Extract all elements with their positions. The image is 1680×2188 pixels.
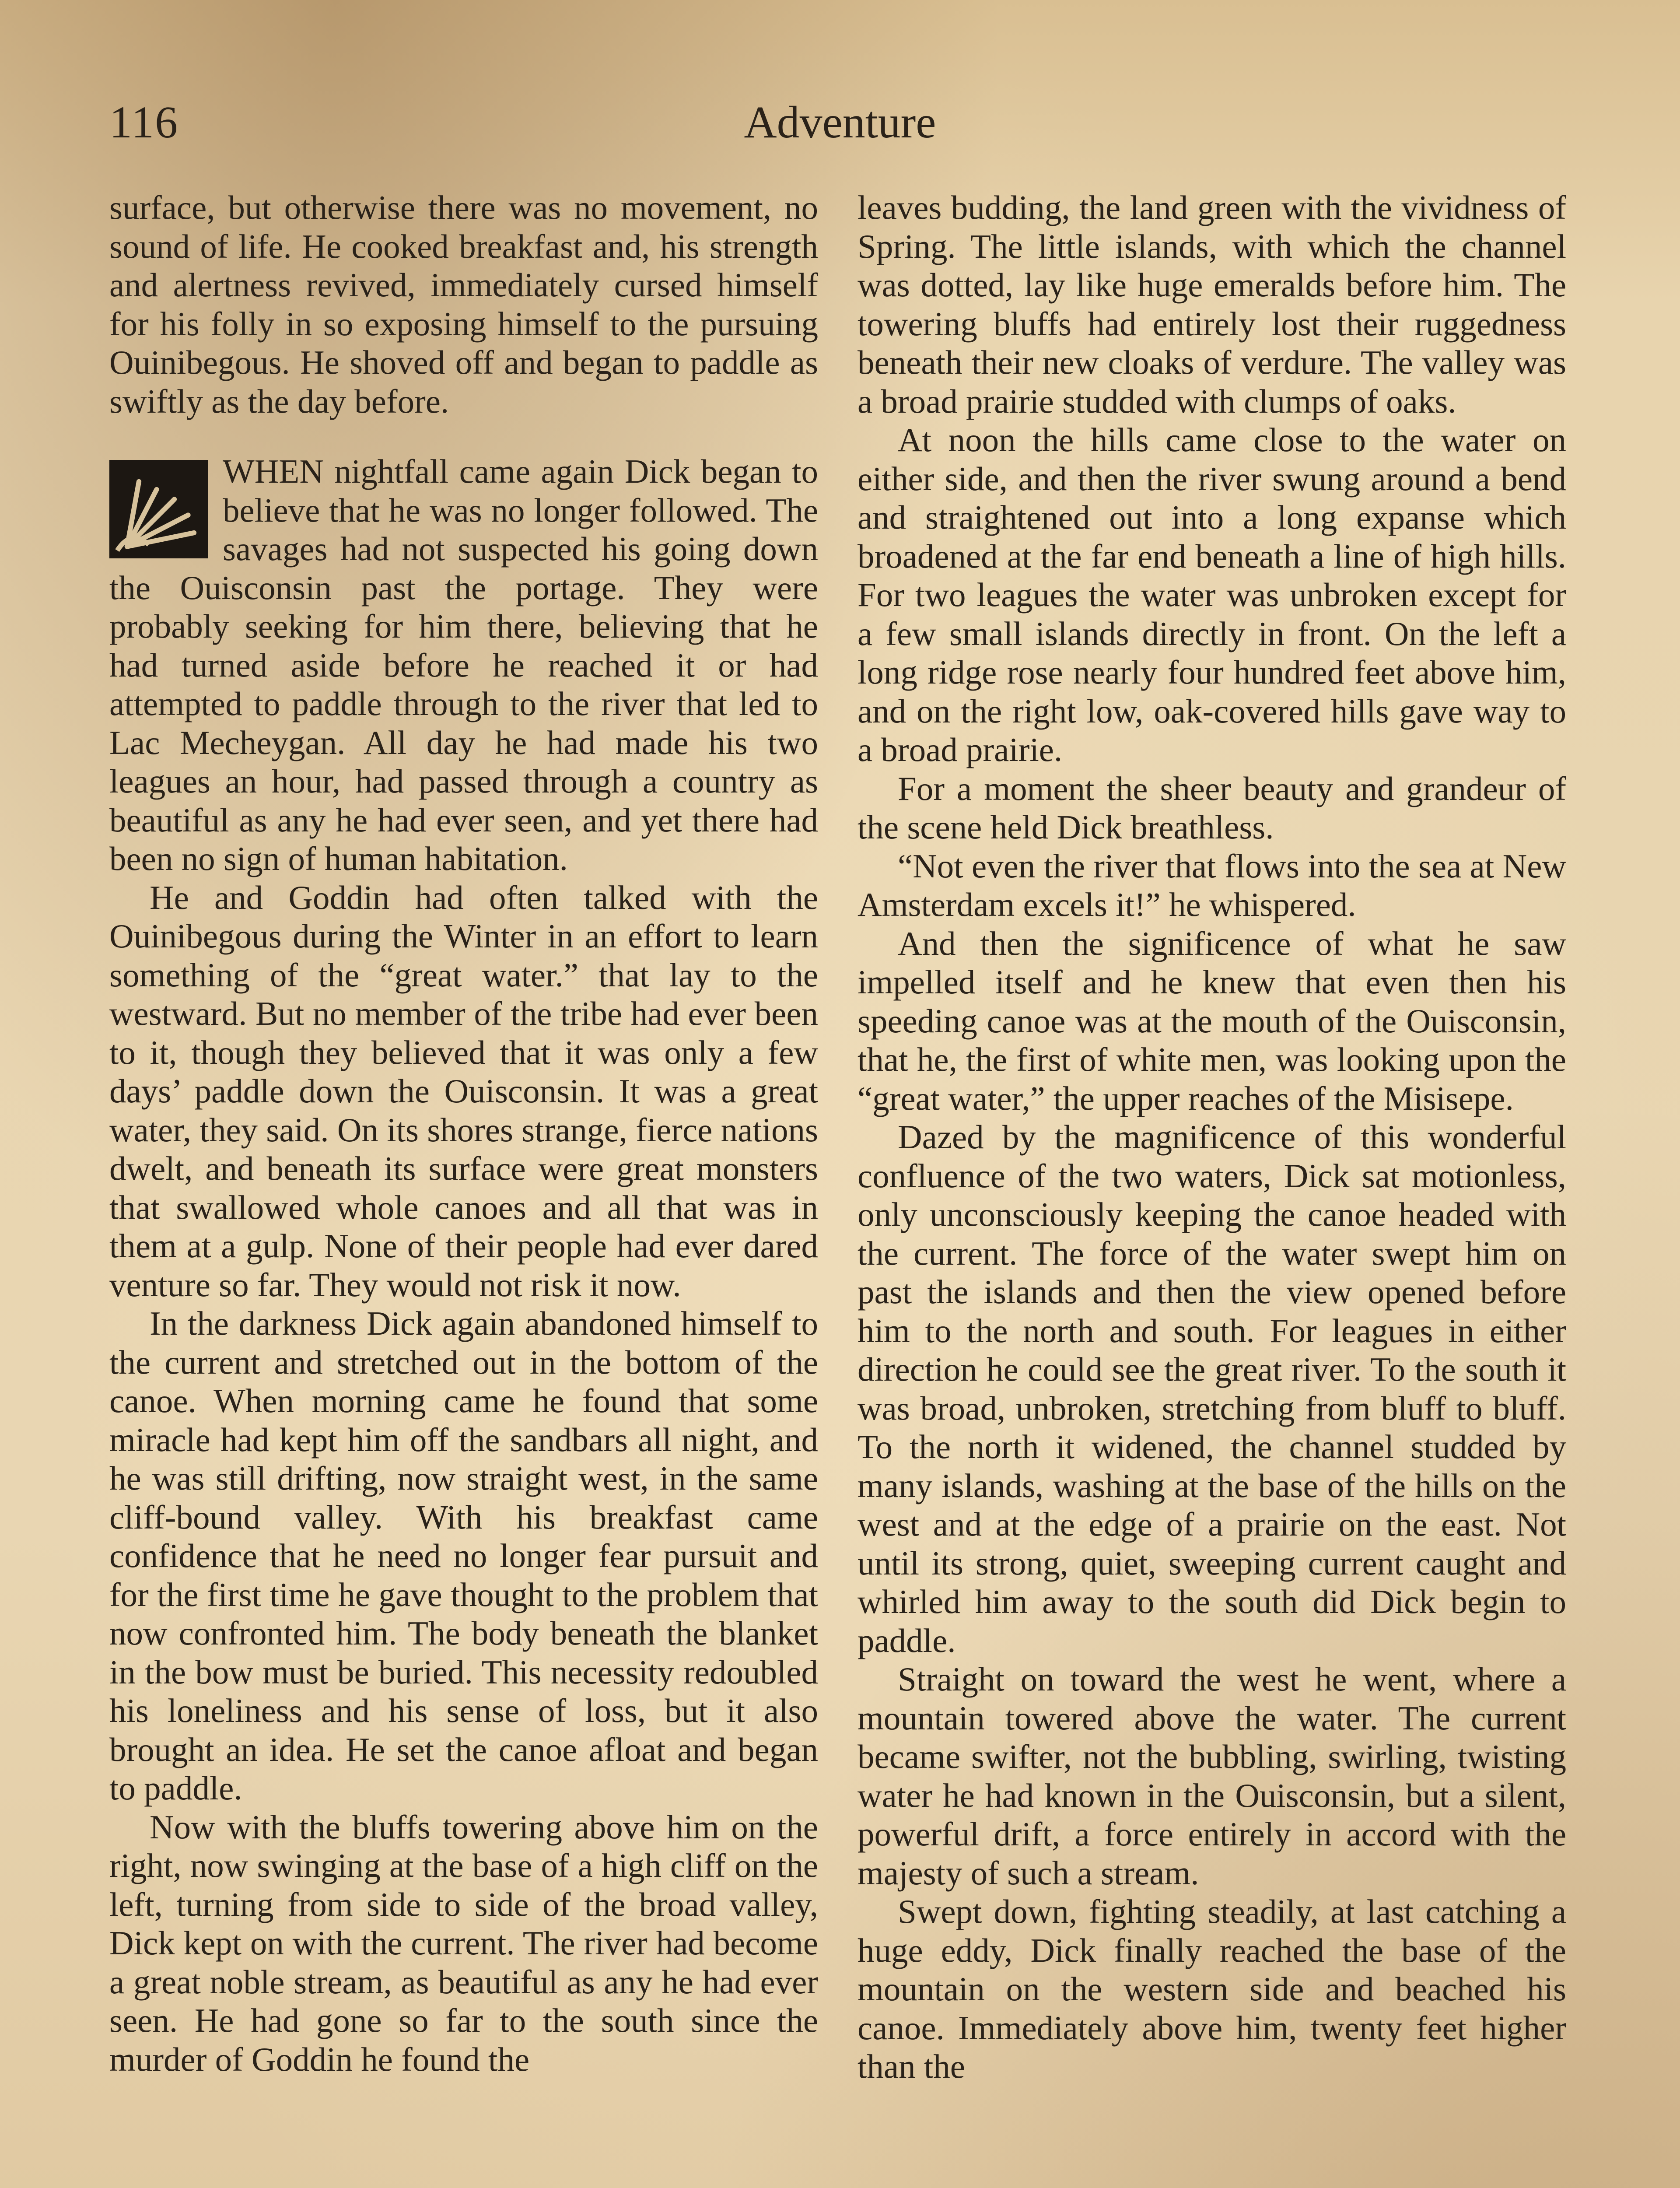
paragraph: He and Goddin had often talked with the Ouinibegous during the Winter in an effort to learn something of the “great water.” that lay to the westward. But no member of the tribe had ever been to it, though they believed that it was only a few days’ paddle down the Ouisconsin. It was a great water, they said. On its shores strange, fierce nations dwelt, and beneath its surface were great monsters that swallowed whole canoes and all that was in them at a gulp. None of their people had ever dared venture so far. They would not risk it now. [109,878,818,1304]
paragraph: Straight on toward the west he went, where a mountain towered above the water. The current became swifter, not the bubbling, swirling, twisting water he had known in the Ouisconsin, but a silent, powerful drift, a force entirely in accord with the majesty of such a stream. [858,1660,1566,1892]
running-head [109,94,1571,151]
page-number: 116 [109,97,179,147]
dropcap-paragraph [109,452,818,878]
paragraph: For a moment the sheer beauty and grandeur of the scene held Dick breathless. [858,769,1566,846]
left-column [109,188,818,2079]
running-title: Adventure [744,97,936,147]
paragraph: Now with the bluffs towering above him on the right, now swinging at the base of a high cliff on the left, turning from side to side of the broad valley, Dick kept on with the current. The river had become a great noble stream, as beautiful as any he had ever seen. He had gone so far to the south since the murder of Goddin he found the [109,1808,818,2078]
paragraph: surface, but otherwise there was no movement, no sound of life. He cooked breakfast and, his strength and alertness revived, immediately cursed himself for his folly in so exposing himself to the pursuing Ouinibegous. He shoved off and began to paddle as swiftly as the day before. [109,189,818,420]
right-column [858,188,1566,2086]
paragraph: Dazed by the magnificence of this wonderful confluence of the two waters, Dick sat motionless, only unconsciously keeping the canoe headed with the current. The force of the water swept him on past the islands and then the view opened before him to the north and south. For leagues in either direction he could see the great river. To the south it was broad, unbroken, stretching from bluff to bluff. To the north it widened, the channel studded by many islands, washing at the base of the hills on the west and at the edge of a prairie on the east. Not until its strong, quiet, sweeping current caught and whirled him away to the south did Dick begin to paddle. [858,1118,1566,1659]
paragraph: leaves budding, the land green with the vividness of Spring. The little islands, with which the channel was dotted, lay like huge emeralds before him. The towering bluffs had entirely lost their ruggedness beneath their new cloaks of verdure. The valley was a broad prairie studded with clumps of oaks. [858,189,1566,420]
paragraph: Swept down, fighting steadily, at last catching a huge eddy, Dick finally reached the base of the mountain on the western side and beached his canoe. Immediately above him, twenty feet higher than the [858,1893,1566,2085]
paragraph: And then the significence of what he saw impelled itself and he knew that even then his speeding canoe was at the mouth of the Ouisconsin, that he, the first of white men, was looking upon the “great water,” the upper reaches of the Misisepe. [858,924,1566,1117]
sunburst-ornament-icon [109,460,208,558]
paragraph: In the darkness Dick again abandoned himself to the current and stretched out in the bottom of the canoe. When morning came he found that some miracle had kept him off the sandbars all night, and he was still drifting, now straight west, in the same cliff-bound valley. With his breakfast came confidence that he need no longer fear pursuit and for the first time he gave thought to the problem that now confronted him. The body beneath the blanket in the bow must be buried. This necessity redoubled his loneliness and his sense of loss, but it also brought an idea. He set the canoe afloat and began to paddle. [109,1304,818,1807]
paragraph: “Not even the river that flows into the sea at New Amsterdam excels it!” he whispered. [858,847,1566,923]
paragraph: At noon the hills came close to the water on either side, and then the river swung around a bend and straightened out into a long expanse which broadened at the far end beneath a line of high hills. For two leagues the water was unbroken except for a few small islands directly in front. On the left a long ridge rose nearly four hundred feet above him, and on the right low, oak-covered hills gave way to a broad prairie. [858,421,1566,768]
paragraph-text: WHEN nightfall came again Dick began to believe that he was no longer followed. The savages had not suspected his going down the Ouisconsin past the portage. They were probably seeking for him there, believing that he had turned aside before he reached it or had attempted to paddle through to the river that led to Lac Mecheygan. All day he had made his two leagues an hour, had passed through a country as beautiful as any he had ever seen, and yet there had been no sign of human habitation. [109,452,818,877]
